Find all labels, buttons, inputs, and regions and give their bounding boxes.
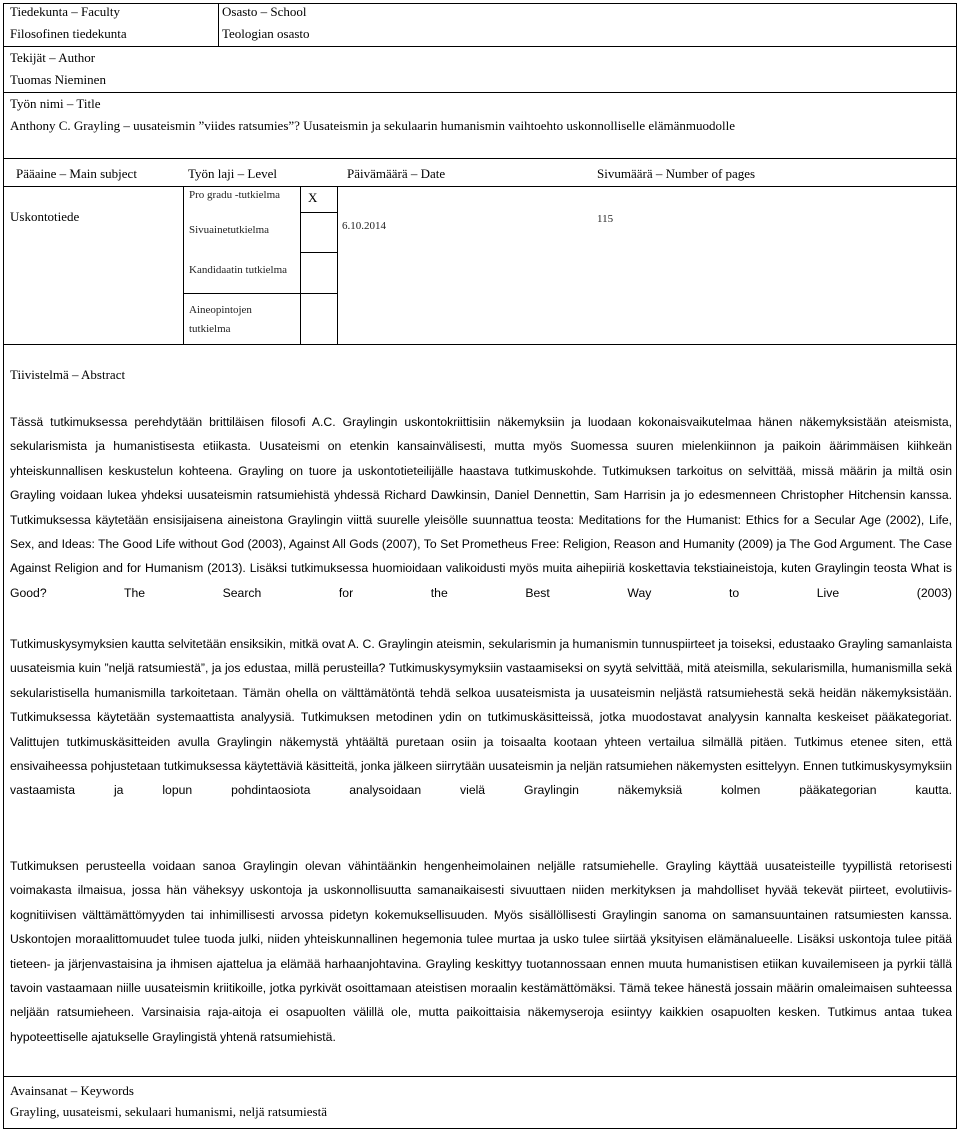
level-option-label: Aineopintojen bbox=[189, 304, 252, 316]
author-label: Tekijät – Author bbox=[10, 50, 96, 65]
keywords-value: Grayling, uusateismi, sekulaari humanismi, neljä ratsumiestä bbox=[10, 1104, 327, 1119]
pages-header: Sivumäärä – Number of pages bbox=[597, 166, 756, 181]
level-option-label: Kandidaatin tutkielma bbox=[189, 264, 288, 276]
subject-value: Uskontotiede bbox=[10, 209, 80, 224]
title-label: Työn nimi – Title bbox=[10, 96, 101, 111]
rule-after-info bbox=[3, 344, 957, 345]
abstract-paragraph: Tässä tutkimuksessa perehdytään brittiläisen filosofi A.C. Graylingin uskontokriittisiin näkemyksiin ja luodaan kokonaisvaikutelmaa hänen näkemyksistään ateismista, sekularismista ja humanistisesta etiikasta. Uusateismi on etenkin kansainvälisesti, mutta myös Suomessa suuren mielenkiinnon ja paikoin äärimmäisen kiihkeän yhteiskunnallisen keskustelun kohteena. Grayling on tuore ja uskontotieteilijälle haastava tutkimuskohde. Tutkimuksen tarkoitus on selvittää, missä määrin ja miltä osin Grayling voidaan lukea yhdeksi uusateismin ratsumiehistä yhdessä Richard Dawkinsin, Daniel Dennettin, Sam Harrisin ja jo edesmenneen Christopher Hitchensin kanssa. Tutkimuksessa käytetään ensisijaisena aineistona Graylingin viittä suurelle yleisölle suunnattua teosta: Meditations for the Humanist: Ethics for a Secular Age (2002), Life, Sex, and Ideas: The Good Life without God (2003), Against All Gods (2007), To Set Prometheus Free: Religion, Reason and Humanity (2009) ja The God Argument. The Case Against Religion and for Humanism (2013). Lisäksi tutkimuksessa huomioidaan valikoidusti myös muita aihepiiriä koskettavia tekstiaineistoja, kuten Graylingin teosta What is Good? The Search for the Best Way to Live (2003) bbox=[10, 415, 952, 600]
pages-value: 115 bbox=[597, 213, 614, 225]
school-label: Osasto – School bbox=[222, 4, 307, 19]
level-option-label: tutkielma bbox=[189, 323, 231, 335]
rule-check-right bbox=[337, 186, 338, 344]
rule-check-left bbox=[300, 186, 301, 344]
level-header: Työn laji – Level bbox=[188, 166, 277, 181]
rule-after-faculty bbox=[3, 46, 957, 47]
abstract-label: Tiivistelmä – Abstract bbox=[10, 367, 126, 382]
rule-faculty-school bbox=[218, 3, 219, 46]
keywords-label: Avainsanat – Keywords bbox=[10, 1083, 134, 1098]
subject-header: Pääaine – Main subject bbox=[16, 166, 137, 181]
rule-level-2 bbox=[300, 252, 337, 253]
level-option-label: Pro gradu -tutkielma bbox=[189, 189, 281, 201]
faculty-value: Filosofinen tiedekunta bbox=[10, 26, 127, 41]
abstract-paragraph: Tutkimuskysymyksien kautta selvitetään ensiksikin, mitkä ovat A. C. Graylingin ateismin, sekularismin ja humanismin tunnuspiirteet ja toiseksi, edustaako Grayling samanlaista uusateismia kuin ”neljä ratsumiestä”, ja jos edustaa, millä perusteilla? Tutkimuskysymyksiin vastaamiseksi on syytä selvittää, mitä ateismilla, sekularismilla, humanismilla sekä sekularistisella humanismilla tarkoitetaan. Tämän ohella on välttämätöntä tehdä selkoa uusateismista ja uusateismin neljästä ratsumiehestä sekä heidän näkemyksistään. Tutkimuksessa käytetään systemaattista analyysiä. Tutkimuksen metodinen ydin on tutkimuskäsitteissä, jotka muodostavat analyysin kannalta keskeiset pääkategoriat. Valittujen tutkimuskäsitteiden avulla Graylingin näkemystä yhtäältä puretaan osiin ja toisaalta kootaan yhteen vertailua silmällä pitäen. Tutkimus etenee siten, että ensivaiheessa pohjustetaan tutkimuksessa käytettäviä käsitteitä, jonka jälkeen siirrytään uusateismin ja neljän ratsumiehen näkemysten esittelyyn. Ennen tutkimuskysymyksiin vastaamista ja lopun pohdintaosiota analysoidaan vielä Graylingin näkemyksiä kolmen pääkategorian kautta. bbox=[10, 637, 952, 798]
faculty-label: Tiedekunta – Faculty bbox=[10, 4, 121, 19]
title-value: Anthony C. Grayling – uusateismin ”viides ratsumies”? Uusateismin ja sekulaarin humanismin vaihtoehto uskonnolliselle elämänmuodolle bbox=[10, 118, 735, 133]
date-header: Päivämäärä – Date bbox=[347, 166, 446, 181]
rule-level-1 bbox=[300, 212, 337, 213]
abstract-paragraph: Tutkimuksen perusteella voidaan sanoa Graylingin olevan vähintäänkin hengenheimolainen neljälle ratsumiehelle. Grayling käyttää uusateisteille tyypillistä retorisesti voimakasta ilmaisua, jossa hän väheksyy uskontoja ja uskonnollisuutta samanaikaisesti sivuuttaen niiden merkityksen ja mahdolliset hyvää tekevät piirteet, evolutiivis-kognitiivisen välttämättömyyden tai inhimillisesti arvossa pidetyn kokemuksellisuuden. Myös sisällöllisesti Graylingin sanoma on samansuuntainen ratsumiesten kanssa. Uskontojen moraalittomuudet tulee tuoda julki, niiden yhteiskunnallinen hegemonia tulee murtaa ja usko tulee siirtää yksityisen elämänalueelle. Lisäksi uskontoja tulee pitää tieteen- ja järjenvastaisina ja ihmisen ajattelua ja elämää harhaanjohtavina. Grayling keskittyy tuotannossaan ennen muuta humanistisen etiikan kuvailemiseen ja pyrkii tällä tavoin vastaamaan niille uusateismin kriitikoille, jotka pyrkivät osoittamaan ateistisen moraalin kestämättömäksi. Tämä tekee hänestä jossain määrin omaleimaisen suhteessa neljään ratsumieheen. Varsinaisia raja-aitoja ei osapuolten välillä ole, mutta paikoittaisia näkemyseroja esiintyy kaikkien osapuolten kesken. Tutkimus antaa tukea hypoteettiselle ajatukselle Graylingistä yhtenä ratsumiehistä. bbox=[10, 859, 952, 1044]
author-value: Tuomas Nieminen bbox=[10, 72, 106, 87]
level-option-check: X bbox=[308, 190, 318, 205]
rule-after-abstract bbox=[3, 1076, 957, 1077]
level-option-label: Sivuainetutkielma bbox=[189, 224, 270, 236]
rule-after-title bbox=[3, 158, 957, 159]
rule-level-3 bbox=[183, 293, 337, 294]
date-value: 6.10.2014 bbox=[342, 220, 386, 232]
rule-after-author bbox=[3, 92, 957, 93]
rule-info-header bbox=[3, 186, 957, 187]
rule-level-left bbox=[183, 186, 184, 344]
school-value: Teologian osasto bbox=[222, 26, 310, 41]
